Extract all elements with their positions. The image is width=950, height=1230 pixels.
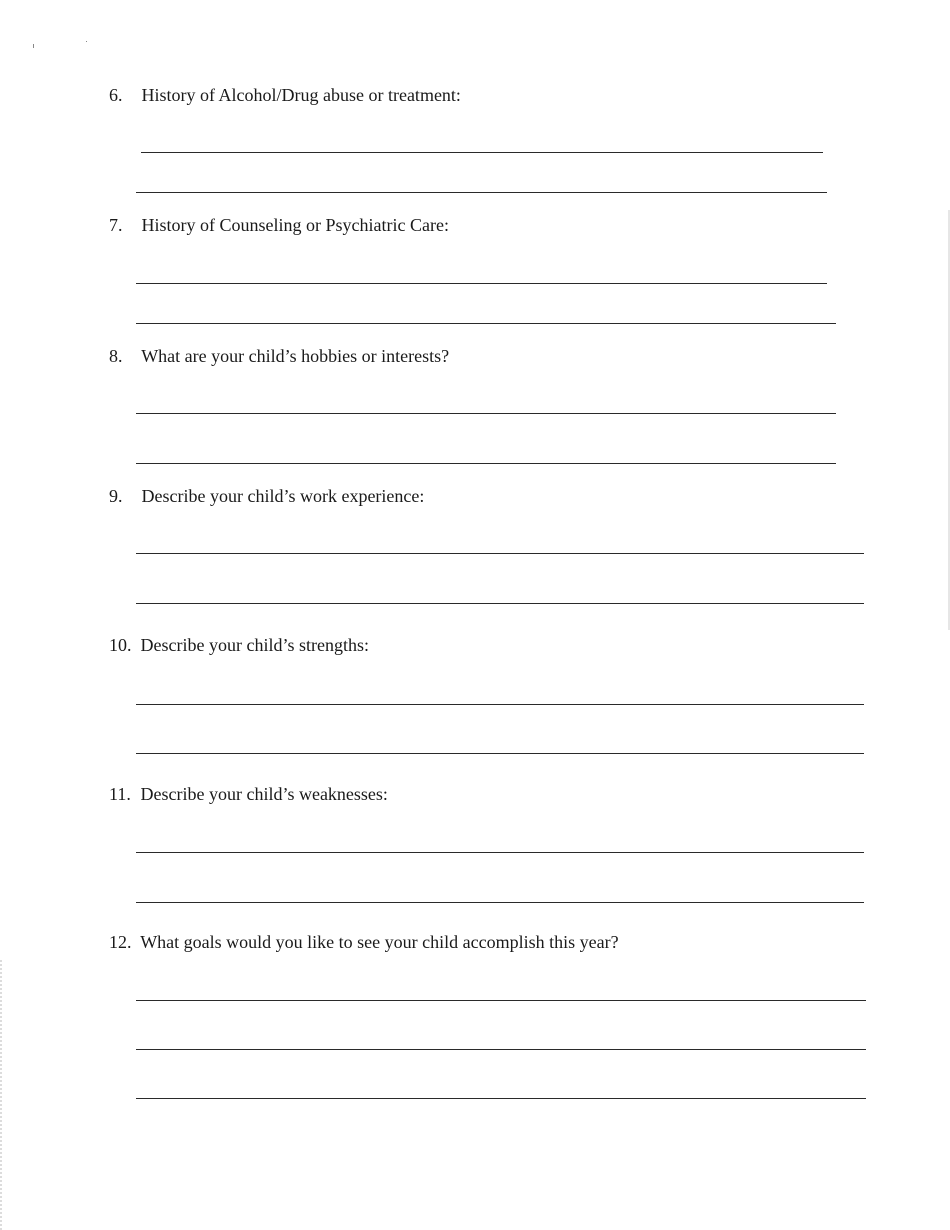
answer-line[interactable] (136, 283, 827, 284)
answer-line[interactable] (136, 902, 864, 903)
question-10 (109, 635, 369, 655)
answer-line[interactable] (136, 192, 827, 193)
answer-line[interactable] (136, 603, 864, 604)
answer-line[interactable] (136, 852, 864, 853)
question-text: What are your child’s hobbies or interests? (141, 346, 450, 366)
answer-line[interactable] (141, 152, 823, 153)
question-number: 10. (109, 635, 132, 655)
question-9 (109, 486, 424, 506)
question-text: Describe your child’s work experience: (141, 486, 425, 506)
question-text: What goals would you like to see your child accomplish this year? (140, 932, 619, 952)
question-7 (109, 215, 449, 235)
question-text: Describe your child’s weaknesses: (140, 784, 388, 804)
question-text: History of Counseling or Psychiatric Care: (141, 215, 449, 235)
answer-line[interactable] (136, 413, 836, 414)
answer-line[interactable] (136, 753, 864, 754)
question-11 (109, 784, 388, 804)
question-text: Describe your child’s strengths: (140, 635, 369, 655)
question-number: 9. (109, 486, 123, 506)
answer-line[interactable] (136, 323, 836, 324)
scan-speck (86, 41, 87, 42)
answer-line[interactable] (136, 553, 864, 554)
answer-line[interactable] (136, 1000, 866, 1001)
question-number: 7. (109, 215, 123, 235)
question-number: 8. (109, 346, 123, 366)
question-number: 12. (109, 932, 132, 952)
question-12 (109, 932, 619, 952)
answer-line[interactable] (136, 463, 836, 464)
answer-line[interactable] (136, 704, 864, 705)
answer-line[interactable] (136, 1098, 866, 1099)
scan-edge-left (0, 960, 2, 1230)
question-text: History of Alcohol/Drug abuse or treatment: (141, 85, 461, 105)
question-8 (109, 346, 449, 366)
answer-line[interactable] (136, 1049, 866, 1050)
question-6 (109, 85, 461, 105)
question-number: 6. (109, 85, 123, 105)
question-number: 11. (109, 784, 131, 804)
scan-speck (33, 44, 34, 48)
